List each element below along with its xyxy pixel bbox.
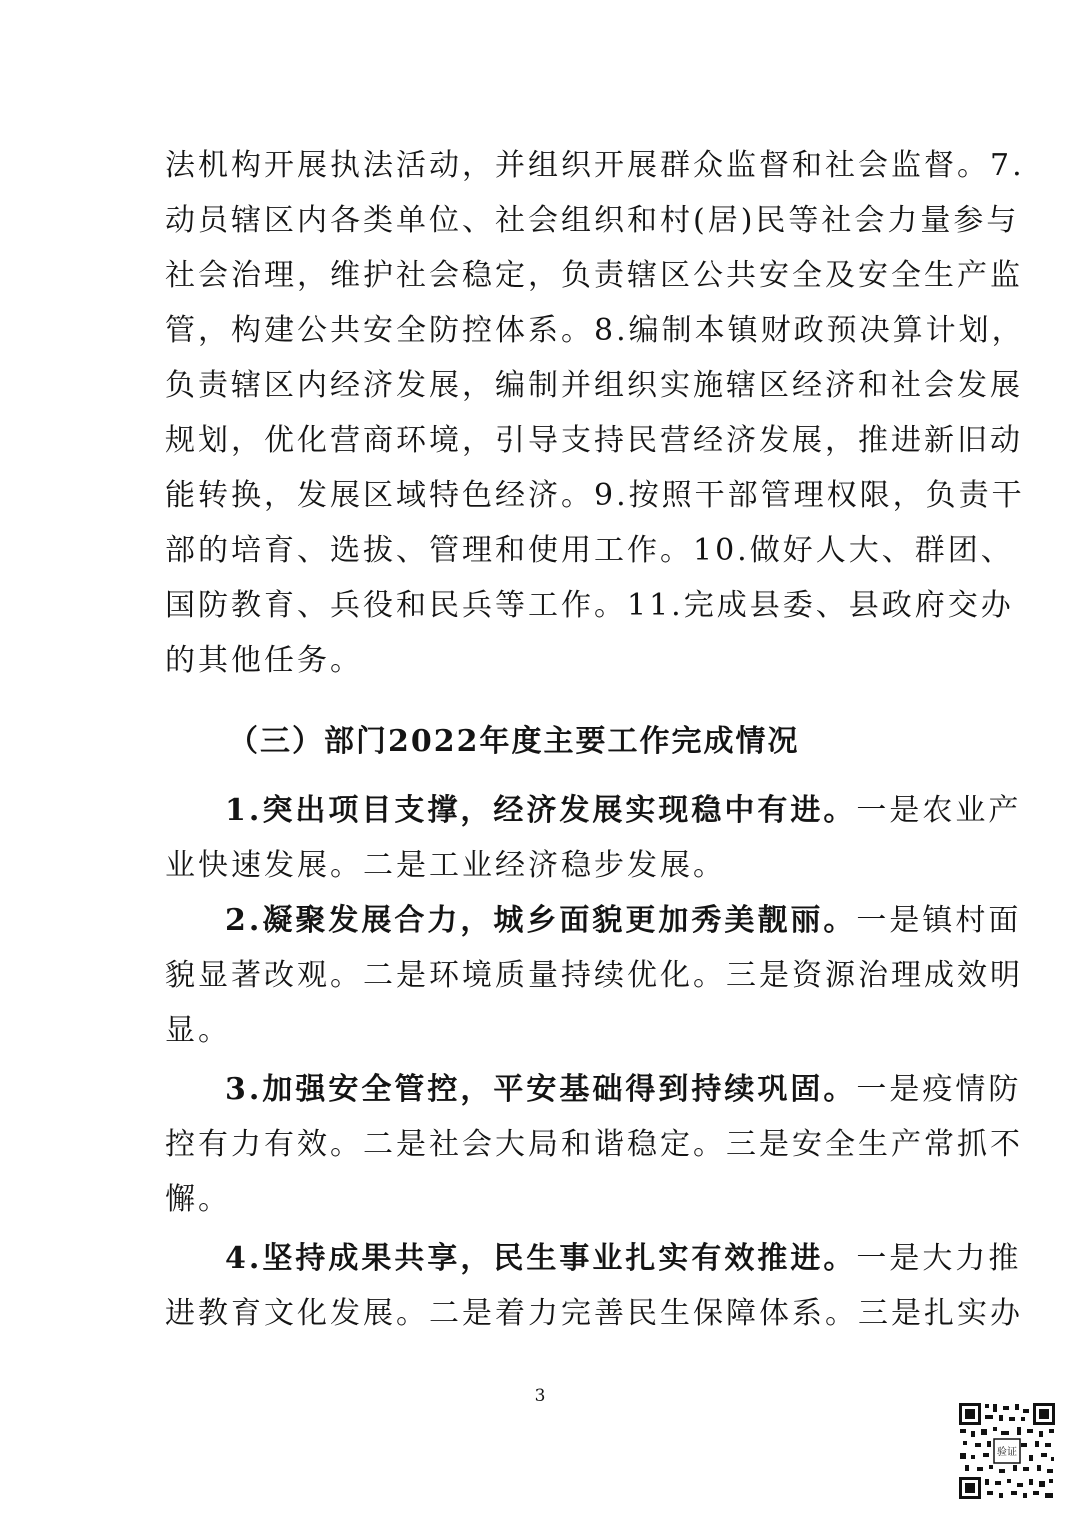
item-3-text: 一是疫情防: [856, 1072, 1022, 1107]
body-line: 部的培育、选拔、管理和使用工作。10.做好人大、群团、: [165, 533, 1014, 568]
item-4-text: 一是大力推: [856, 1241, 1022, 1276]
item-1-text: 一是农业产: [856, 793, 1022, 828]
body-line: 负责辖区内经济发展，编制并组织实施辖区经济和社会发展: [165, 368, 1023, 403]
body-line: 国防教育、兵役和民兵等工作。11.完成县委、县政府交办: [165, 588, 1014, 623]
item-2-line: 显。: [165, 1013, 231, 1048]
page-number: 3: [534, 1386, 546, 1406]
item-4-first-line: [225, 1239, 1022, 1279]
item-3-first-line: [225, 1070, 1022, 1110]
body-line: 的其他任务。: [165, 643, 363, 678]
item-2-text: 一是镇村面: [856, 903, 1022, 938]
item-3-bold-title: 3.加强安全管控，平安基础得到持续巩固。: [225, 1072, 857, 1107]
body-line: 动员辖区内各类单位、社会组织和村(居)民等社会力量参与: [165, 203, 1020, 238]
body-line: 规划，优化营商环境，引导支持民营经济发展，推进新旧动: [165, 423, 1023, 458]
item-1-line: 业快速发展。二是工业经济稳步发展。: [165, 848, 726, 883]
item-2-line: 貌显著改观。二是环境质量持续优化。三是资源治理成效明: [165, 958, 1023, 993]
body-line: 管，构建公共安全防控体系。8.编制本镇财政预决算计划，: [165, 313, 1025, 348]
item-2-bold-title: 2.凝聚发展合力，城乡面貌更加秀美靓丽。: [225, 903, 857, 938]
item-4-line: 进教育文化发展。二是着力完善民生保障体系。三是扎实办: [165, 1296, 1023, 1331]
item-2-first-line: [225, 901, 1022, 941]
body-line: 法机构开展执法活动，并组织开展群众监督和社会监督。7.: [165, 148, 1025, 183]
qr-code-icon: [957, 1401, 1057, 1501]
item-3-line: 懈。: [165, 1182, 231, 1217]
item-1-bold-title: 1.突出项目支撑，经济发展实现稳中有进。: [225, 793, 857, 828]
body-line: 社会治理，维护社会稳定，负责辖区公共安全及安全生产监: [165, 258, 1023, 293]
qr-badge-label: 验证: [997, 1447, 1017, 1458]
item-3-line: 控有力有效。二是社会大局和谐稳定。三是安全生产常抓不: [165, 1127, 1023, 1162]
qr-code-image[interactable]: [957, 1401, 1057, 1501]
body-line: 能转换，发展区域特色经济。9.按照干部管理权限，负责干: [165, 478, 1025, 513]
item-1-first-line: [225, 791, 1022, 831]
section-heading: （三）部门2022年度主要工作完成情况: [228, 724, 800, 759]
item-4-bold-title: 4.坚持成果共享，民生事业扎实有效推进。: [225, 1241, 857, 1276]
